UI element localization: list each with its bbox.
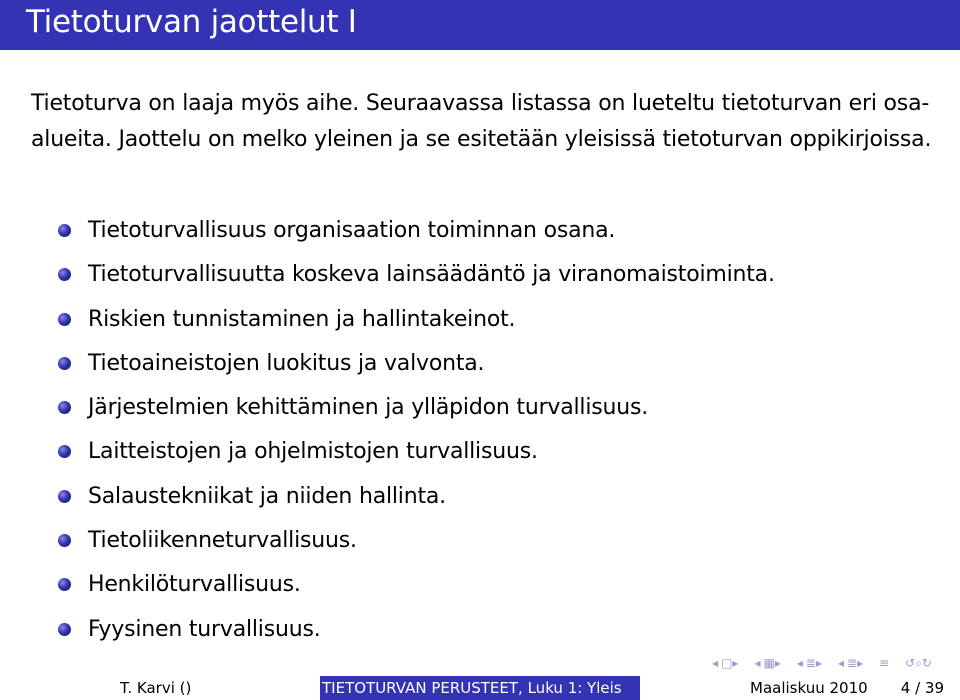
list-item-text: Laitteistojen ja ohjelmistojen turvallisuus. <box>88 439 538 465</box>
topic-list <box>58 209 775 652</box>
nav-section-prev-icon[interactable]: ◂ <box>837 656 845 670</box>
list-item <box>58 298 775 342</box>
list-item-text: Tietoaineistojen luokitus ja valvonta. <box>88 350 485 376</box>
footer-course-title: TIETOTURVAN PERUSTEET, Luku 1: Yleis <box>320 676 640 700</box>
list-item-text: Fyysinen turvallisuus. <box>88 616 321 642</box>
bullet-ball-icon <box>58 578 71 591</box>
bullet-ball-icon <box>58 490 71 503</box>
slide-title-bar <box>0 0 960 50</box>
list-item <box>58 209 775 253</box>
slide-title: Tietoturvan jaottelut I <box>26 4 357 40</box>
list-item-text: Tietoturvallisuus organisaation toiminnan osana. <box>88 218 616 243</box>
beamer-navigation-bar <box>712 654 932 672</box>
bullet-ball-icon <box>58 313 71 326</box>
list-item <box>58 475 775 519</box>
list-item <box>58 386 775 430</box>
list-item-text: Riskien tunnistaminen ja hallintakeinot. <box>88 306 516 332</box>
bullet-ball-icon <box>58 623 71 636</box>
bullet-ball-icon <box>58 357 71 370</box>
footer-right-panel <box>640 676 960 700</box>
list-item-text: Järjestelmien kehittäminen ja ylläpidon turvallisuus. <box>88 395 649 421</box>
bullet-ball-icon <box>58 401 71 414</box>
nav-section-next-icon[interactable]: ≣▸ <box>847 656 864 670</box>
nav-subsection-prev-icon[interactable]: ◂ <box>796 656 803 670</box>
list-item <box>58 608 775 652</box>
nav-frame-prev-icon[interactable]: ◂ <box>712 656 719 670</box>
footer-date: Maaliskuu 2010 <box>750 679 868 697</box>
footer-author: T. Karvi () <box>0 676 320 700</box>
bullet-ball-icon <box>58 224 71 237</box>
list-item-text: Tietoturvallisuutta koskeva lainsäädäntö ja viranomaistoiminta. <box>88 262 775 288</box>
nav-slide-prev-icon[interactable]: ◂ <box>754 656 761 670</box>
list-item <box>58 519 775 563</box>
footer-page-number: 4 / 39 <box>900 679 944 697</box>
list-item-text: Tietoliikenneturvallisuus. <box>88 528 357 554</box>
list-item-text: Henkilöturvallisuus. <box>88 572 301 598</box>
nav-search-icon[interactable]: ↺⌕↻ <box>905 656 932 670</box>
list-item <box>58 430 775 474</box>
nav-subsection-next-icon[interactable]: ≣▸ <box>805 656 822 670</box>
intro-paragraph: Tietoturva on laaja myös aihe. Seuraavassa listassa on lueteltu tietoturvan eri osa-alueita. Jaottelu on melko yleinen ja se esitetään yleisissä tietoturvan oppikirjoissa. <box>31 91 932 152</box>
bullet-ball-icon <box>58 445 71 458</box>
nav-slide-next-icon[interactable]: ▦▸ <box>763 656 781 670</box>
slide-footer <box>0 676 960 700</box>
bullet-ball-icon <box>58 534 71 547</box>
nav-frame-next-icon[interactable]: □▸ <box>721 656 739 670</box>
bullet-ball-icon <box>58 268 71 281</box>
nav-align-icon[interactable]: ≡ <box>879 656 890 670</box>
list-item-text: Salaustekniikat ja niiden hallinta. <box>88 483 446 509</box>
list-item <box>58 253 775 297</box>
list-item <box>58 563 775 607</box>
list-item <box>58 342 775 386</box>
